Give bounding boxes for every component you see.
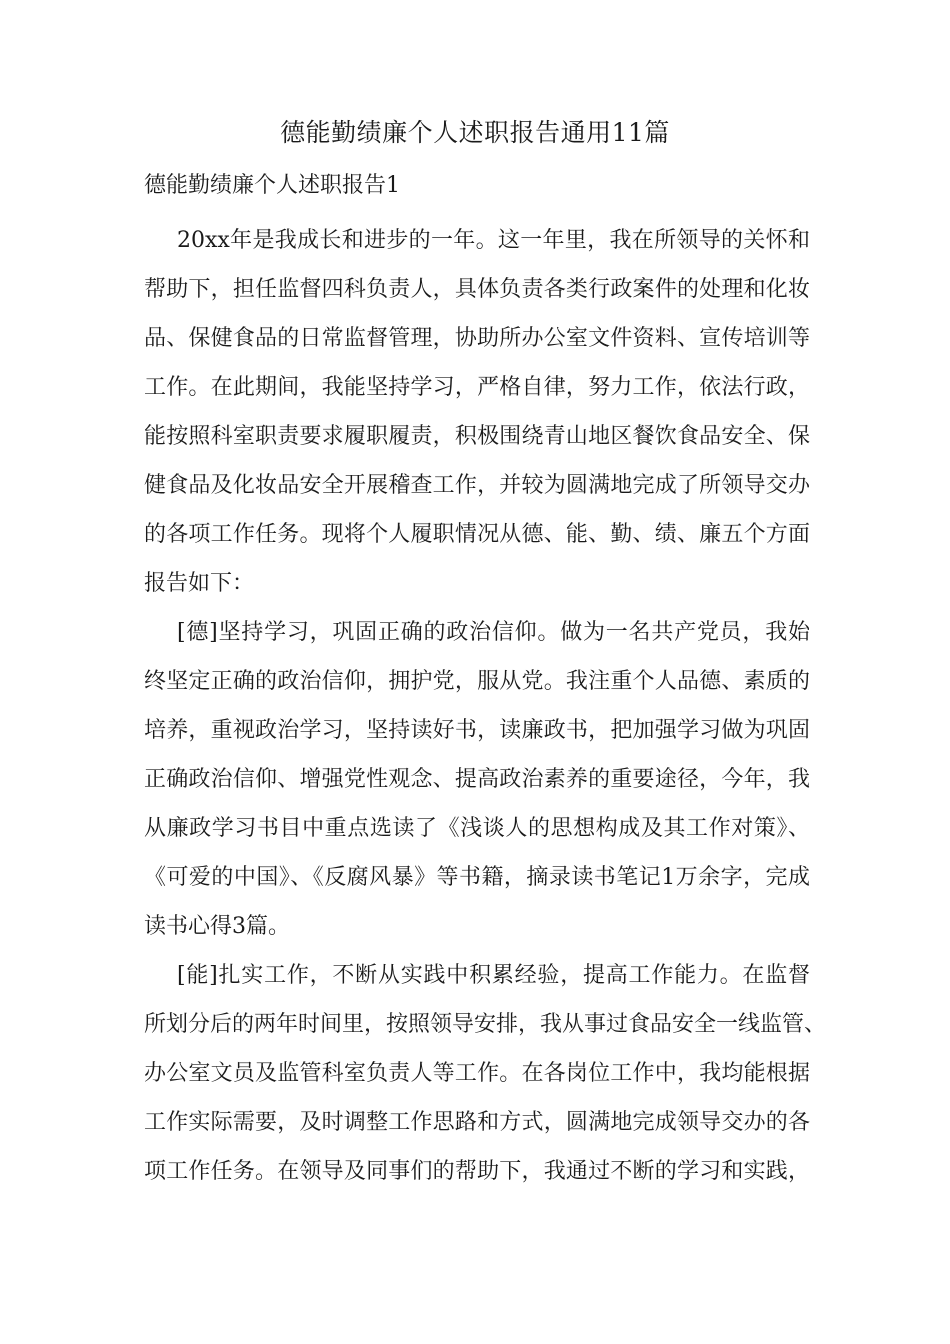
- paragraph-line: 从廉政学习书目中重点选读了《浅谈人的思想构成及其工作对策》、: [144, 816, 810, 841]
- paragraph-line: 能按照科室职责要求履职履责，积极围绕青山地区餐饮食品安全、保: [144, 424, 810, 449]
- paragraph-line: 项工作任务。在领导及同事们的帮助下，我通过不断的学习和实践，: [144, 1159, 810, 1184]
- paragraph-line: 办公室文员及监管科室负责人等工作。在各岗位工作中，我均能根据: [144, 1061, 810, 1086]
- section-heading: 德能勤绩廉个人述职报告1: [144, 173, 400, 198]
- paragraph-line: 的各项工作任务。现将个人履职情况从德、能、勤、绩、廉五个方面: [144, 522, 810, 547]
- paragraph-line: 所划分后的两年时间里，按照领导安排，我从事过食品安全一线监管、: [144, 1012, 827, 1037]
- paragraph-line: 工作。在此期间，我能坚持学习，严格自律，努力工作，依法行政，: [144, 375, 810, 400]
- paragraph-line: 品、保健食品的日常监督管理，协助所办公室文件资料、宣传培训等: [144, 326, 810, 351]
- document-title: 德能勤绩廉个人述职报告通用11篇: [280, 118, 670, 147]
- paragraph-line: 工作实际需要，及时调整工作思路和方式，圆满地完成领导交办的各: [144, 1110, 810, 1135]
- paragraph-line: 正确政治信仰、增强党性观念、提高政治素养的重要途径，今年，我: [144, 767, 810, 792]
- paragraph-line: 《可爱的中国》、《反腐风暴》等书籍，摘录读书笔记1万余字，完成: [144, 865, 810, 890]
- paragraph-line: [德]坚持学习，巩固正确的政治信仰。做为一名共产党员，我始: [177, 620, 810, 645]
- paragraph-line: 培养，重视政治学习，坚持读好书，读廉政书，把加强学习做为巩固: [144, 718, 810, 743]
- paragraph-line: 20xx年是我成长和进步的一年。这一年里，我在所领导的关怀和: [177, 228, 810, 253]
- paragraph-line: 健食品及化妆品安全开展稽查工作，并较为圆满地完成了所领导交办: [144, 473, 810, 498]
- paragraph-line: 帮助下，担任监督四科负责人，具体负责各类行政案件的处理和化妆: [144, 277, 810, 302]
- paragraph-line: 报告如下：: [144, 571, 255, 596]
- paragraph-line: [能]扎实工作，不断从实践中积累经验，提高工作能力。在监督: [177, 963, 810, 988]
- paragraph-line: 终坚定正确的政治信仰，拥护党，服从党。我注重个人品德、素质的: [144, 669, 810, 694]
- paragraph-line: 读书心得3篇。: [144, 914, 290, 939]
